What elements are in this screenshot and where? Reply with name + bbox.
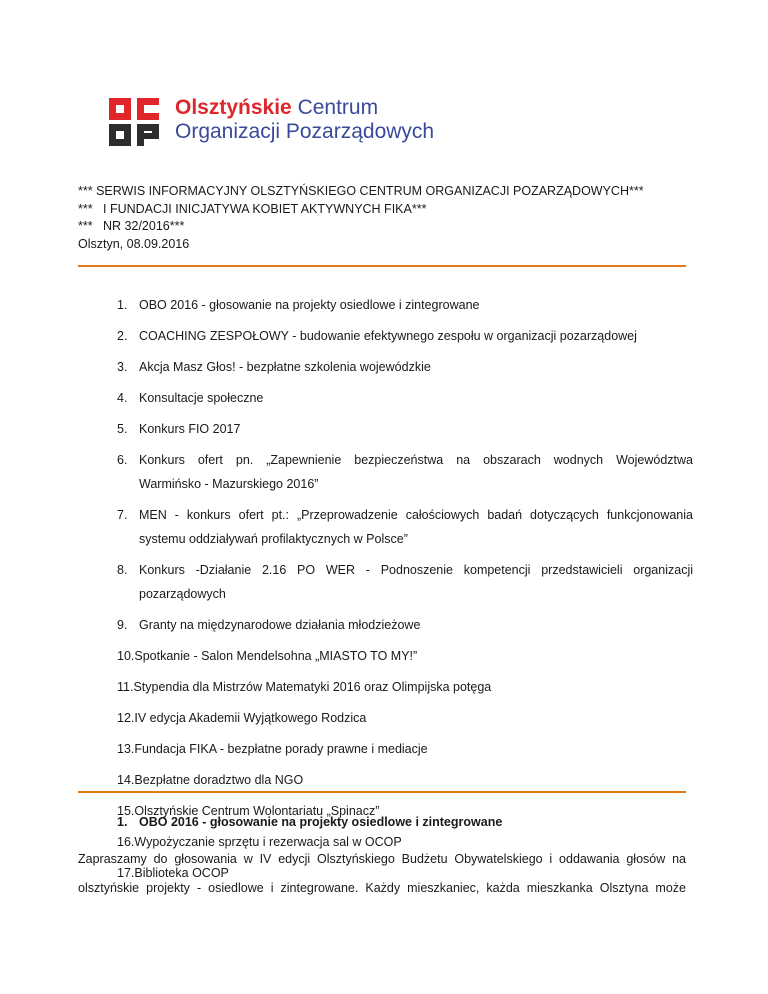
logo-wordmark bbox=[175, 96, 434, 144]
section-1-heading bbox=[117, 815, 502, 829]
toc-item-continuation: pozarządowych bbox=[139, 587, 226, 601]
toc-item-text: Konsultacje społeczne bbox=[139, 391, 264, 405]
toc-item-continuation: systemu oddziaływań profilaktycznych w Polsce” bbox=[139, 532, 408, 546]
toc-item-text: OBO 2016 - głosowanie na projekty osiedlowe i zintegrowane bbox=[139, 298, 480, 312]
toc-item-number: 13. bbox=[117, 742, 135, 756]
toc-item-number: 2. bbox=[117, 329, 128, 343]
toc-item-number: 12. bbox=[117, 711, 135, 725]
ocop-logo-mark-icon bbox=[107, 96, 163, 148]
ocop-logo bbox=[107, 96, 434, 148]
toc-item bbox=[117, 386, 693, 410]
toc-item-number: 11. bbox=[117, 680, 134, 694]
toc-item-text: Akcja Masz Głos! - bezpłatne szkolenia wojewódzkie bbox=[139, 360, 431, 374]
toc-item-number: 7. bbox=[117, 508, 128, 522]
divider-bottom bbox=[78, 791, 686, 793]
section-1-title: OBO 2016 - głosowanie na projekty osiedlowe i zintegrowane bbox=[139, 815, 503, 829]
toc-item-number: 8. bbox=[117, 563, 128, 577]
toc-item bbox=[117, 737, 693, 761]
paragraph-line-2: olsztyńskie projekty - osiedlowe i zintegrowane. Każdy mieszkaniec, każda mieszkanka Olsztyna może bbox=[78, 881, 686, 895]
header-line-2: *** I FUNDACJI INICJATYWA KOBIET AKTYWNYCH FIKA*** bbox=[78, 201, 427, 216]
toc-item-number: 17. bbox=[117, 866, 135, 880]
toc-item-number: 6. bbox=[117, 453, 128, 467]
toc-item-text: Konkurs -Działanie 2.16 PO WER - Podnoszenie kompetencji przedstawicieli organizacji bbox=[139, 563, 693, 577]
toc-item-text: Konkurs ofert pn. „Zapewnienie bezpieczeństwa na obszarach wodnych Województwa bbox=[139, 453, 693, 467]
toc-item-text: Biblioteka OCOP bbox=[134, 866, 229, 880]
toc-item-number: 14. bbox=[117, 773, 135, 787]
header-line-1: *** SERWIS INFORMACYJNY OLSZTYŃSKIEGO CENTRUM ORGANIZACJI POZARZĄDOWYCH*** bbox=[78, 184, 644, 198]
toc-item bbox=[117, 503, 693, 551]
toc-item-text: Bezpłatne doradztwo dla NGO bbox=[134, 773, 304, 787]
toc-item bbox=[117, 293, 693, 317]
logo-word-centrum: Centrum bbox=[297, 96, 379, 119]
toc-item bbox=[117, 558, 693, 606]
toc-item bbox=[117, 324, 693, 348]
newsletter-header bbox=[78, 183, 644, 253]
toc-item bbox=[117, 644, 693, 668]
toc-item bbox=[117, 675, 693, 699]
divider-top bbox=[78, 265, 686, 267]
toc-item-number: 4. bbox=[117, 391, 128, 405]
toc-item-number: 15. bbox=[117, 804, 135, 818]
logo-word-olsztynskie: Olsztyńskie bbox=[175, 96, 292, 119]
header-date: Olsztyn, 08.09.2016 bbox=[78, 236, 190, 251]
toc-item-number: 9. bbox=[117, 618, 128, 632]
toc-item bbox=[117, 768, 693, 792]
toc-item bbox=[117, 613, 693, 637]
paragraph-line-1: Zapraszamy do głosowania w IV edycji Olsztyńskiego Budżetu Obywatelskiego i oddawania głosów na bbox=[78, 852, 686, 866]
toc-item-text: Spotkanie - Salon Mendelsohna „MIASTO TO MY!” bbox=[134, 649, 418, 663]
toc-item-text: Stypendia dla Mistrzów Matematyki 2016 oraz Olimpijska potęga bbox=[133, 680, 492, 694]
toc-item bbox=[117, 417, 693, 441]
toc-item-text: MEN - konkurs ofert pt.: „Przeprowadzenie całościowych badań dotyczących funkcjonowania bbox=[139, 508, 693, 522]
toc-item-text: Olsztyńskie Centrum Wolontariatu „Spinacz” bbox=[134, 804, 380, 818]
section-1-number: 1. bbox=[117, 815, 128, 829]
toc-item-text: Granty na międzynarodowe działania młodzieżowe bbox=[139, 618, 421, 632]
toc-item-number: 16. bbox=[117, 835, 135, 849]
toc-item-text: IV edycja Akademii Wyjątkowego Rodzica bbox=[134, 711, 367, 725]
toc-item-text: COACHING ZESPOŁOWY - budowanie efektywnego zespołu w organizacji pozarządowej bbox=[139, 329, 637, 343]
toc-item-text: Fundacja FIKA - bezpłatne porady prawne i mediacje bbox=[134, 742, 428, 756]
toc-item-number: 5. bbox=[117, 422, 128, 436]
toc-item-text: Konkurs FIO 2017 bbox=[139, 422, 241, 436]
toc-item-number: 3. bbox=[117, 360, 128, 374]
toc-item bbox=[117, 448, 693, 496]
toc-item-number: 1. bbox=[117, 298, 128, 312]
logo-line-2: Organizacji Pozarządowych bbox=[175, 120, 435, 143]
toc-item-continuation: Warmińsko - Mazurskiego 2016” bbox=[139, 477, 319, 491]
toc-item-text: Wypożyczanie sprzętu i rezerwacja sal w OCOP bbox=[134, 835, 402, 849]
table-of-contents bbox=[117, 293, 693, 892]
header-line-3: *** NR 32/2016*** bbox=[78, 219, 185, 233]
toc-item bbox=[117, 706, 693, 730]
section-1-paragraph bbox=[78, 845, 686, 903]
toc-item bbox=[117, 355, 693, 379]
toc-item-number: 10. bbox=[117, 649, 135, 663]
